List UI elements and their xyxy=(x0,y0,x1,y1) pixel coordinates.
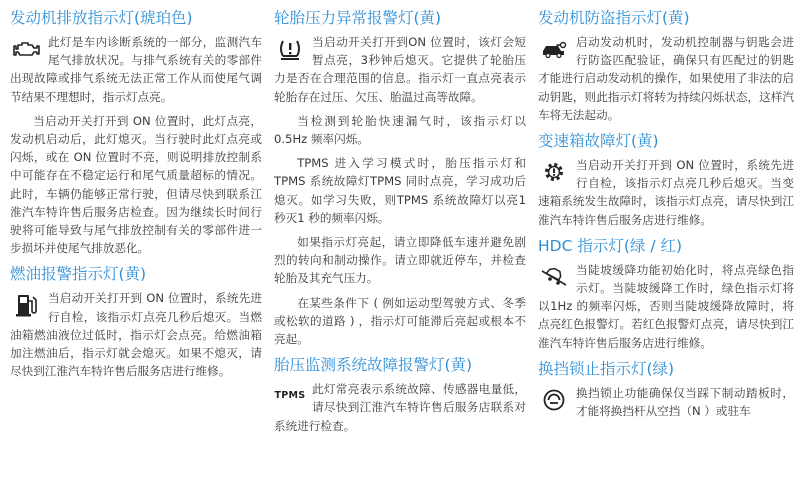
transmission-fault-heading: 变速箱故障灯(黄) xyxy=(538,132,659,151)
tire-pressure-intro xyxy=(274,33,526,106)
transmission-fault-text xyxy=(538,156,794,229)
transmission-fault-p1: 当启动开关打开到 ON 位置时，系统先进行自检，该指示灯点亮几秒后熄灭。当变速箱系统发生故障时，该指示灯点亮，请尽快到江淮汽车特许售后服务店进行维修。 xyxy=(538,158,794,227)
car-key-icon xyxy=(538,35,570,63)
shift-lock-p1: 换挡锁止功能确保仅当踩下制动踏板时，才能将换挡杆从空挡（N ）或驻车 xyxy=(576,385,794,419)
column-1 xyxy=(10,0,262,503)
tire-pressure-heading: 轮胎压力异常报警灯(黄) xyxy=(274,9,442,27)
gear-warning-icon xyxy=(538,158,570,186)
column-3 xyxy=(538,0,794,503)
immobilizer-p1: 启动发动机时，发动机控制器与钥匙会进行防盗匹配验证，确保只有匹配过的钥匙才能进行启动发动机的操作，如果使用了非法的启动钥匙，则此指示灯将转为持续闪烁状态，这样汽车将无法起动。 xyxy=(538,35,794,122)
immobilizer-text xyxy=(538,33,794,124)
fuel-warning-text xyxy=(10,289,262,380)
tire-pressure-p5: 在某些条件下 ( 例如运动型驾驶方式、冬季或松软的道路 ) ，指示灯可能滞后亮起或根本不亮起。 xyxy=(274,295,526,347)
fuel-warning-p1: 当启动开关打开到 ON 位置时，系统先进行自检，该指示灯点亮几秒后熄灭。当燃油箱燃油液位过低时，指示灯会点亮。给燃油箱加注燃油后，指示灯就会熄灭。如果不熄灭，请尽快到江淮汽车特许售后服务店进行维修。 xyxy=(10,291,262,379)
shift-lock-heading: 换挡锁止指示灯(绿) xyxy=(538,359,675,378)
tpms-fault-text xyxy=(274,380,526,435)
shift-lock-icon xyxy=(538,386,570,414)
hdc-text xyxy=(538,261,794,352)
hdc-heading: HDC 指示灯(绿 / 红) xyxy=(538,236,683,255)
tpms-fault-p1: 此灯常亮表示系统故障、传感器电量低，请尽快到江淮汽车特许售后服务店联系对系统进行检查。 xyxy=(274,382,526,433)
tire-pressure-p4: 如果指示灯亮起，请立即降低车速并避免剧烈的转向和制动操作。请立即就近停车，并检查轮胎及其充气压力。 xyxy=(274,235,526,286)
tpms-icon: TPMS xyxy=(274,390,306,402)
engine-emission-heading: 发动机排放指示灯(琥珀色) xyxy=(10,9,193,27)
engine-icon xyxy=(10,35,42,63)
tire-pressure-p3: TPMS 进入学习模式时，胎压指示灯和TPMS 系统故障灯TPMS 同时点亮，学习成功后熄灭。如学习失败，则TPMS 系统故障灯以亮1 秒灭1 秒的频率闪烁。 xyxy=(274,156,526,225)
fuel-warning-heading: 燃油报警指示灯(黄) xyxy=(10,265,147,284)
immobilizer-heading: 发动机防盗指示灯(黄) xyxy=(538,9,690,27)
tire-pressure-p2: 当检测到轮胎快速漏气时，该指示灯以 0.5Hz 频率闪烁。 xyxy=(274,113,526,147)
fuel-pump-icon xyxy=(10,291,42,319)
hill-descent-icon xyxy=(538,263,570,291)
tire-pressure-icon xyxy=(274,35,306,63)
hdc-p1: 当陡坡缓降功能初始化时，将点亮绿色指示灯。当陡坡缓降工作时，绿色指示灯将以1Hz 的频率闪烁，否则当陡坡缓降故障时，将点亮红色报警灯。若红色报警灯点亮，请尽快到江淮汽车特许售后服务店进行维修。 xyxy=(538,262,794,350)
column-2 xyxy=(274,0,526,503)
shift-lock-text xyxy=(538,384,794,420)
tpms-fault-heading: 胎压监测系统故障报警灯(黄) xyxy=(274,356,473,375)
engine-emission-p2: 当启动开关打开到 ON 位置时，此灯点亮，发动机启动后，此灯熄灭。当行驶时此灯点亮或闪烁，或在 ON 位置时不亮，则说明排放控制系中可能存在不稳定运行和尾气质量超标的情况。此时，车辆仍能够正常行驶，但请尽快到联系江淮汽车特许售后服务店检查。因为继续长时间行驶将可能导致与尾气排放控制有关的零部件进一步损坏并使尾气排放恶化。 xyxy=(10,113,262,256)
engine-emission-intro xyxy=(10,33,262,106)
engine-emission-p1: 此灯是车内诊断系统的一部分，监测汽车尾气排放状况。与排气系统有关的零部件出现故障或排气系统无法正常工作从而使尾气调节结果不理想时，指示灯点亮。 xyxy=(10,35,262,104)
tire-pressure-p1: 当启动开关打开到ON 位置时，该灯会短暂点亮，3秒钟后熄灭。它提供了轮胎压力是否在合理范围的信息。指示灯一直点亮表示轮胎存在过压、欠压、胎温过高等故障。 xyxy=(274,35,526,104)
